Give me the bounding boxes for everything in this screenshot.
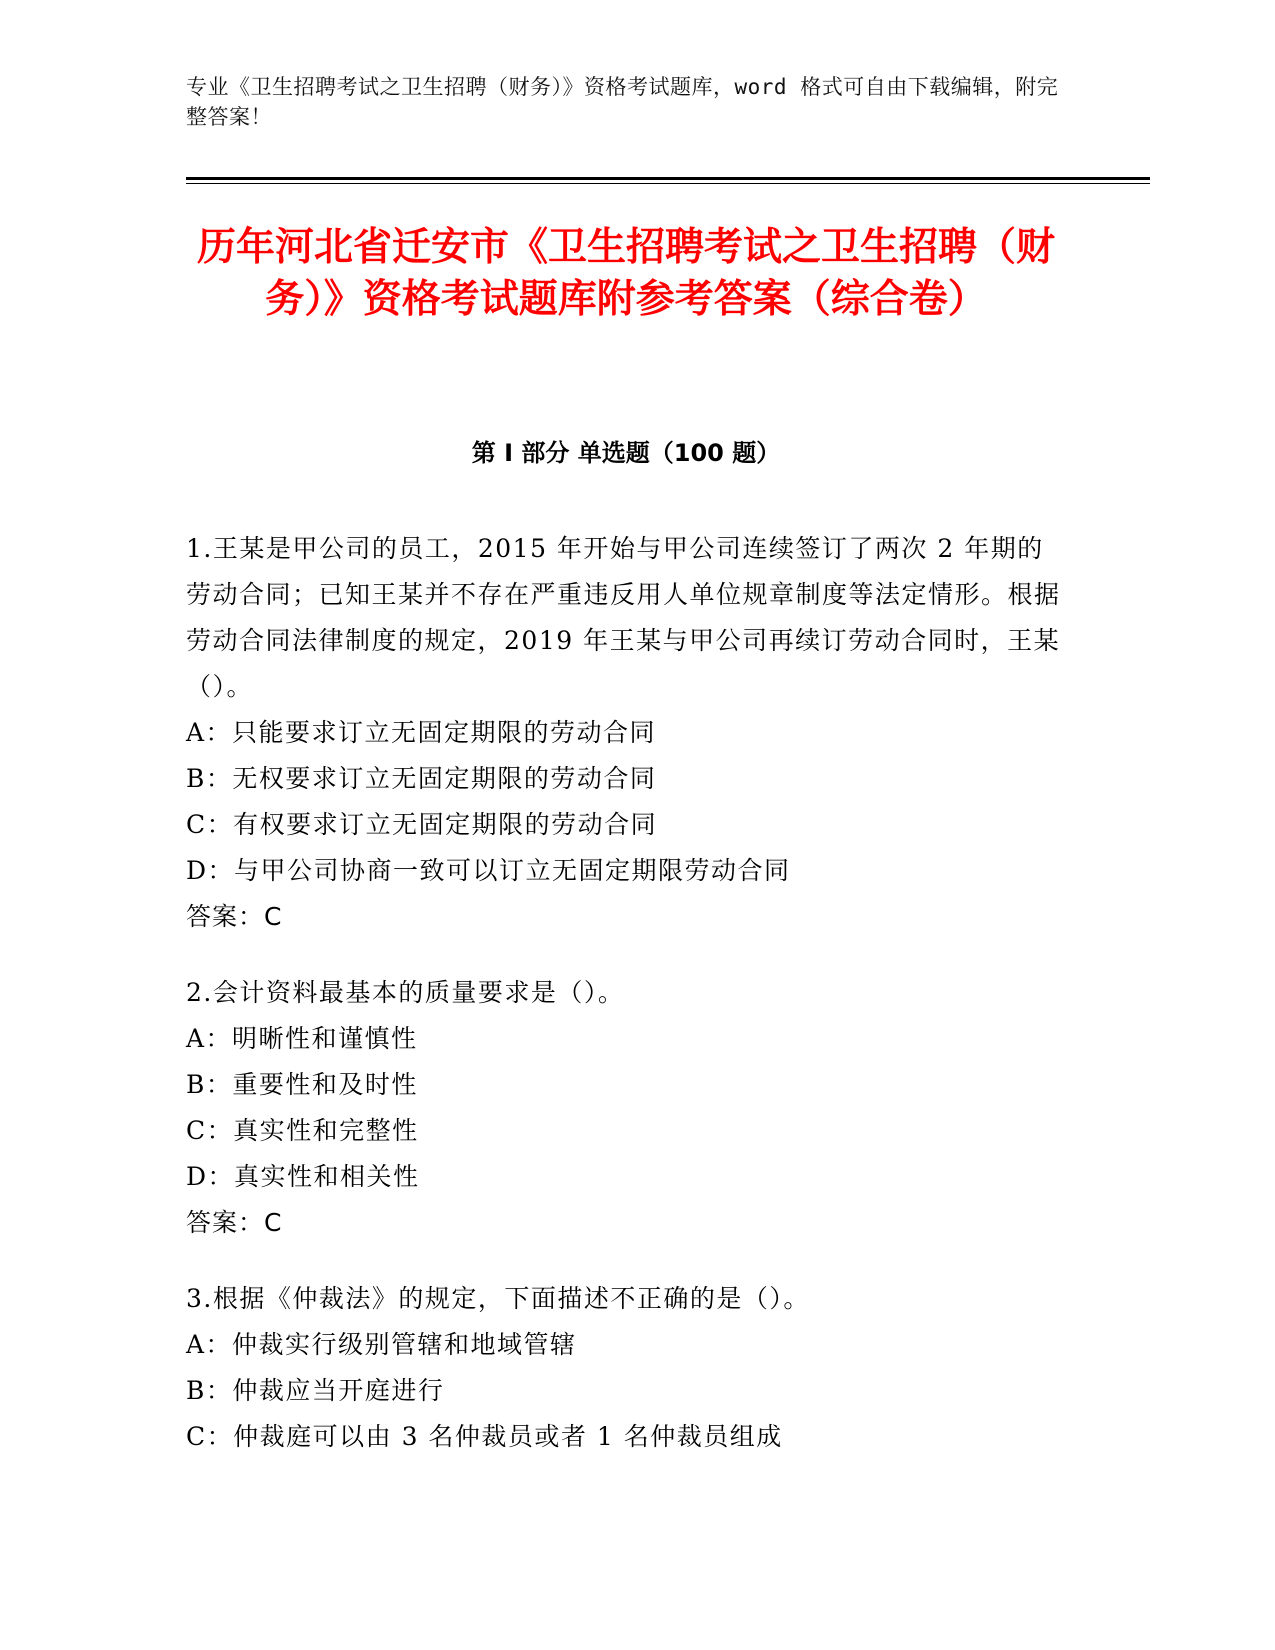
option-b: B：重要性和及时性 bbox=[186, 1070, 418, 1099]
question-stem: 3.根据《仲裁法》的规定，下面描述不正确的是（）。 bbox=[186, 1284, 810, 1313]
question-stem: 2.会计资料最基本的质量要求是（）。 bbox=[186, 978, 625, 1007]
option-a: A：仲裁实行级别管辖和地域管辖 bbox=[186, 1330, 577, 1359]
question-1 bbox=[186, 526, 1066, 940]
document-title: 历年河北省迁安市《卫生招聘考试之卫生招聘（财务）》资格考试题库附参考答案（综合卷） bbox=[196, 225, 1055, 322]
option-d: D：真实性和相关性 bbox=[186, 1162, 420, 1191]
header-divider-thick bbox=[186, 177, 1150, 180]
section-heading: 第 I 部分 单选题（100 题） bbox=[471, 439, 781, 467]
question-stem: 1.王某是甲公司的员工，2015 年开始与甲公司连续签订了两次 2 年期的劳动合同；已知王某并不存在严重违反用人单位规章制度等法定情形。根据劳动合同法律制度的规定，2019 年王某与甲公司再续订劳动合同时，王某（）。 bbox=[186, 534, 1061, 701]
question-2 bbox=[186, 970, 1066, 1246]
question-3 bbox=[186, 1276, 1066, 1460]
option-b: B：仲裁应当开庭进行 bbox=[186, 1376, 445, 1405]
answer-line: 答案：C bbox=[186, 902, 283, 931]
option-a: A：只能要求订立无固定期限的劳动合同 bbox=[186, 718, 657, 747]
question-list bbox=[186, 526, 1066, 1490]
answer-line: 答案：C bbox=[186, 1208, 283, 1237]
option-c: C：有权要求订立无固定期限的劳动合同 bbox=[186, 810, 658, 839]
header-divider-thin bbox=[186, 183, 1150, 184]
option-a: A：明晰性和谨慎性 bbox=[186, 1024, 418, 1053]
option-c: C：仲裁庭可以由 3 名仲裁员或者 1 名仲裁员组成 bbox=[186, 1422, 783, 1451]
option-d: D：与甲公司协商一致可以订立无固定期限劳动合同 bbox=[186, 856, 791, 885]
option-c: C：真实性和完整性 bbox=[186, 1116, 419, 1145]
option-b: B：无权要求订立无固定期限的劳动合同 bbox=[186, 764, 657, 793]
header-note: 专业《卫生招聘考试之卫生招聘（财务）》资格考试题库，word 格式可自由下载编辑，附完整答案！ bbox=[186, 75, 1059, 129]
